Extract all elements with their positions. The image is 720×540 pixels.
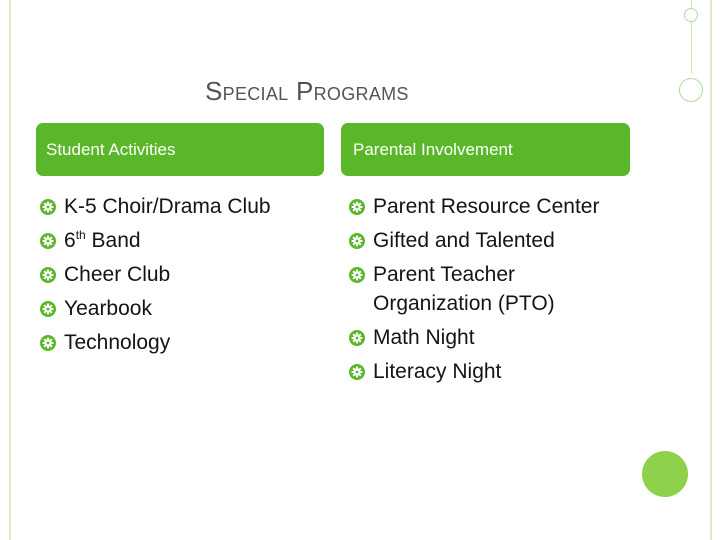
list-item <box>345 323 635 352</box>
list-item-label: Literacy Night <box>373 360 502 383</box>
list-item <box>345 357 635 386</box>
gear-icon <box>349 199 365 215</box>
list-item-label: Yearbook <box>64 297 152 320</box>
slide-title: Special Programs <box>205 76 409 106</box>
list-item-label: Parent Teacher Organization (PTO) <box>373 263 555 315</box>
list-item-label: Cheer Club <box>64 263 171 286</box>
list-item <box>345 260 635 318</box>
gear-icon <box>40 267 56 283</box>
list-item-label: K-5 Choir/Drama Club <box>64 195 271 218</box>
gear-icon <box>349 267 365 283</box>
decorative-circle-medium <box>679 78 703 102</box>
list-item-suffix: Band <box>85 229 141 252</box>
list-item <box>345 226 635 255</box>
list-item <box>36 260 326 289</box>
decorative-circle-large <box>642 451 688 497</box>
list-item <box>36 226 326 255</box>
parental-involvement-header-label: Parental Involvement <box>353 139 513 159</box>
gear-icon <box>349 330 365 346</box>
gear-icon <box>40 199 56 215</box>
list-item-label: Math Night <box>373 326 475 349</box>
gear-icon <box>40 233 56 249</box>
student-activities-header <box>36 123 324 176</box>
list-item-label: Parent Resource Center <box>373 195 600 218</box>
gear-icon <box>349 364 365 380</box>
list-item-label: Gifted and Talented <box>373 229 555 252</box>
list-item <box>36 328 326 357</box>
list-item <box>36 192 326 221</box>
parental-involvement-header <box>341 123 630 176</box>
list-item-superscript: th <box>75 228 86 242</box>
student-activities-list <box>36 192 326 362</box>
decorative-circle-small <box>684 8 698 22</box>
student-activities-header-label: Student Activities <box>46 139 176 159</box>
gear-icon <box>349 233 365 249</box>
list-item <box>345 192 635 221</box>
gear-icon <box>40 301 56 317</box>
list-item-label: Technology <box>64 331 171 354</box>
list-item <box>36 294 326 323</box>
gear-icon <box>40 335 56 351</box>
parental-involvement-list <box>345 192 635 391</box>
list-item-label: 6 <box>64 229 76 252</box>
